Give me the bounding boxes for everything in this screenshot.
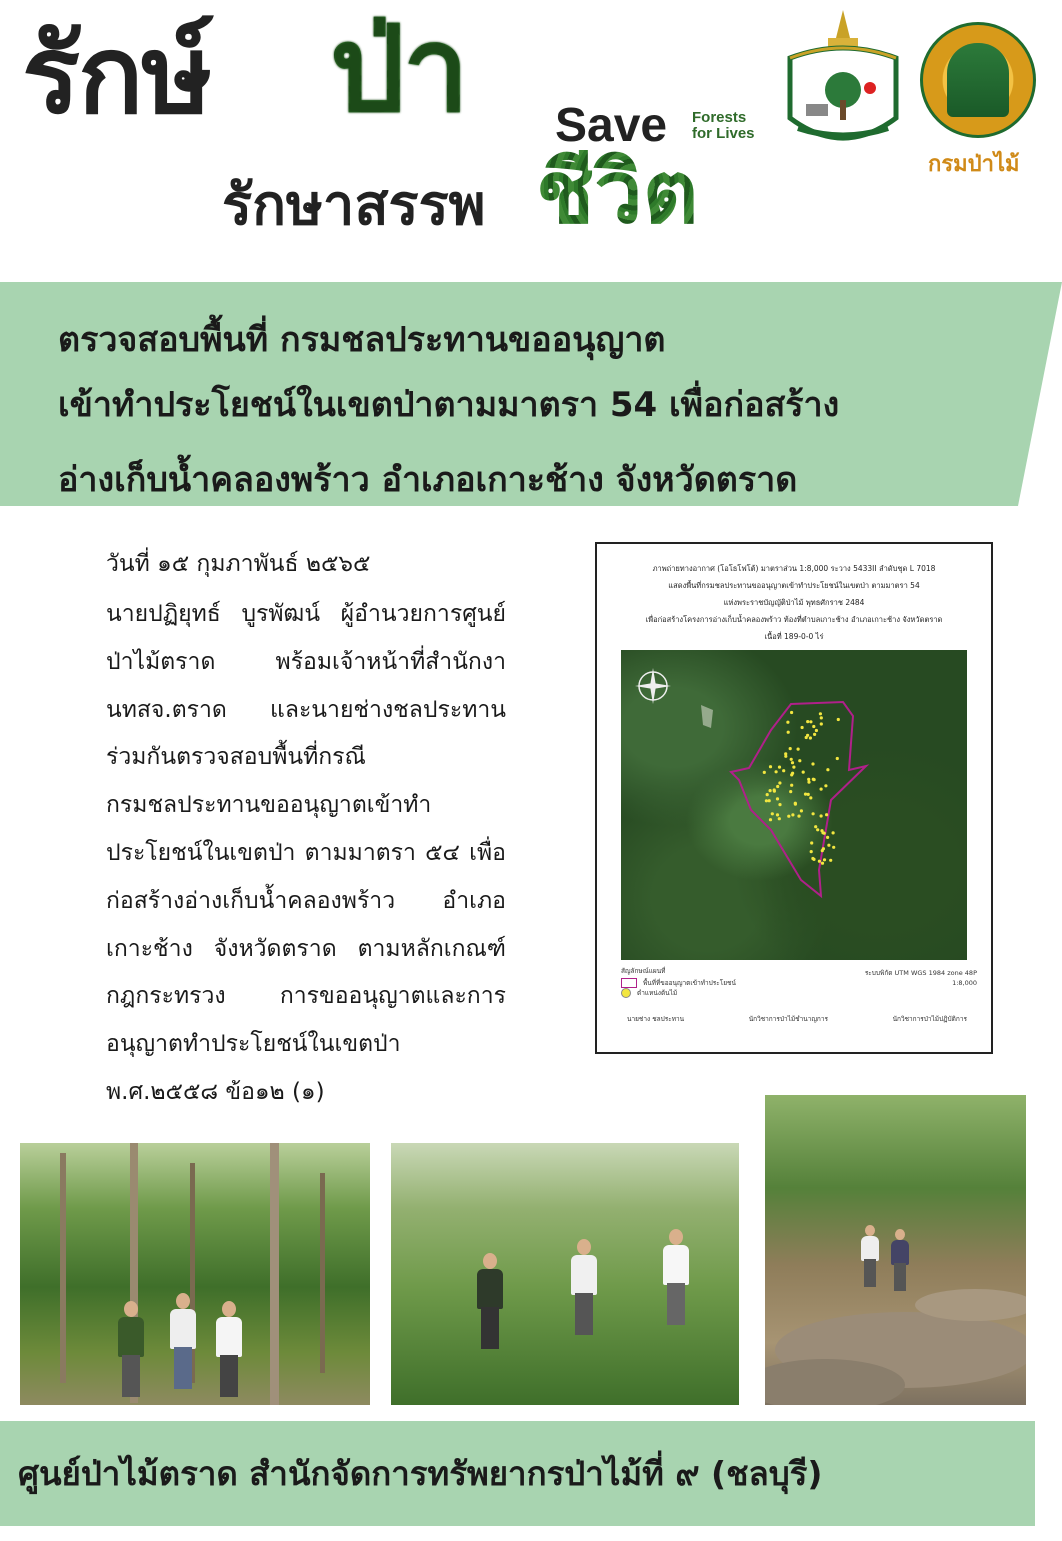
tree-point — [782, 769, 785, 772]
tree-point — [794, 803, 797, 806]
map-header — [597, 560, 991, 645]
person-officer — [118, 1301, 144, 1397]
tree-point — [798, 759, 801, 762]
tree-point — [820, 722, 823, 725]
article-text — [106, 545, 506, 1117]
legend-point-label: ตำแหน่งต้นไม้ — [637, 989, 678, 997]
photo-forest-inspection — [20, 1143, 370, 1405]
tree-point — [812, 812, 815, 815]
tree-point — [769, 789, 772, 792]
tree-point — [787, 815, 790, 818]
tree-point — [789, 790, 792, 793]
logo-word-chiwit: ชีวิต — [536, 143, 699, 243]
tree-point — [790, 711, 793, 714]
tree-point — [815, 729, 818, 732]
map-header-line-4: เพื่อก่อสร้างโครงการอ่างเก็บน้ำคลองพร้าว ท้องที่ตำบลเกาะช้าง อำเภอเกาะช้าง จังหวัดตราด — [645, 615, 943, 624]
permit-area-boundary — [731, 702, 866, 896]
tree-point — [778, 803, 781, 806]
legend-point-swatch — [621, 988, 631, 998]
tree-point — [789, 747, 792, 750]
tree-point — [778, 817, 781, 820]
tree-point — [811, 762, 814, 765]
tree-point — [810, 850, 813, 853]
tree-point — [776, 813, 779, 816]
tree-point — [813, 733, 816, 736]
signature-3: นักวิชาการป่าไม้ปฏิบัติการ — [892, 1015, 967, 1023]
tree-point — [820, 716, 823, 719]
logo-word-rak: รักษ์ — [22, 13, 211, 138]
map-header-line-3: แห่งพระราชบัญญัติป่าไม้ พุทธศักราช 2484 — [723, 598, 865, 607]
person-walker-1 — [861, 1225, 879, 1285]
tree-point — [790, 784, 793, 787]
tree-point — [776, 797, 779, 800]
tree-point — [823, 858, 826, 861]
person-walker-2 — [891, 1229, 909, 1289]
tree-point — [791, 761, 794, 764]
legend-title: สัญลักษณ์แผนที่ — [621, 967, 666, 975]
tree-point — [820, 814, 823, 817]
for-lives-line: for Lives — [692, 125, 755, 142]
map-header-line-5: เนื้อที่ 189-0-0 ไร่ — [764, 632, 824, 641]
tree-point — [784, 755, 787, 758]
tree-point — [832, 831, 835, 834]
tree-point — [809, 736, 812, 739]
legend-area-swatch — [621, 978, 637, 988]
tree-point — [763, 771, 766, 774]
tree-point — [826, 836, 829, 839]
signature-1: นายช่าง ชลประทาน — [627, 1015, 685, 1023]
tree-point — [778, 781, 781, 784]
tree-point — [832, 846, 835, 849]
tree-point — [809, 720, 812, 723]
tree-point — [821, 862, 824, 865]
tree-point — [818, 860, 821, 863]
tree-point — [769, 765, 772, 768]
title-band — [0, 282, 1062, 506]
tree-point — [806, 720, 809, 723]
tree-point — [816, 828, 819, 831]
tree-point — [773, 788, 776, 791]
forest-dept-emblem-icon — [920, 22, 1036, 138]
person-inspector-1 — [170, 1293, 196, 1389]
footer-band — [0, 1421, 1035, 1526]
footer-organization: ศูนย์ป่าไม้ตราด สำนักจัดการทรัพยากรป่าไม้ที่ ๙ (ชลบุรี) — [18, 1454, 823, 1493]
tree-point — [791, 813, 794, 816]
photo-grassland-inspection — [391, 1143, 739, 1405]
logo-word-pa: ป่า — [330, 0, 468, 138]
tree-point — [778, 766, 781, 769]
headline-line-3: อ่างเก็บน้ำคลองพร้าว อำเภอเกาะช้าง จังหวัดตราด — [58, 460, 798, 500]
map-scale: 1:8,000 — [952, 979, 977, 987]
headline-line-1: ตรวจสอบพื้นที่ กรมชลประทานขออนุญาต — [58, 320, 666, 360]
tree-points — [763, 711, 840, 865]
tree-point — [805, 736, 808, 739]
compass-icon — [635, 668, 671, 704]
tree-point — [797, 748, 800, 751]
tree-point — [792, 766, 795, 769]
tree-point — [823, 832, 826, 835]
project-map — [595, 542, 993, 1054]
tree-point — [765, 799, 768, 802]
tree-point — [820, 829, 823, 832]
tree-point — [768, 799, 771, 802]
tree-point — [790, 758, 793, 761]
header-banner — [0, 0, 1062, 265]
legend-area-label: พื้นที่ที่ขออนุญาตเข้าทำประโยชน์ — [643, 979, 736, 987]
tree-point — [775, 770, 778, 773]
tree-point — [819, 712, 822, 715]
forests-for-lives — [692, 110, 755, 142]
tree-point — [797, 815, 800, 818]
department-name: กรมป่าไม้ — [928, 152, 1020, 177]
tree-point — [825, 813, 828, 816]
tree-point — [801, 726, 804, 729]
article-date: วันที่ ๑๕ กุมภาพันธ์ ๒๕๖๕ — [106, 551, 371, 577]
tree-point — [824, 784, 827, 787]
person-engineer — [663, 1229, 693, 1339]
person-clipboard — [571, 1239, 597, 1335]
tree-point — [812, 858, 815, 861]
tree-point — [837, 718, 840, 721]
person-inspector-2 — [216, 1301, 242, 1397]
map-signatures — [627, 1014, 967, 1024]
person-ranger — [477, 1253, 503, 1349]
logo-subtitle: รักษาสรรพ — [222, 173, 486, 238]
tree-point — [820, 788, 823, 791]
tree-point — [810, 841, 813, 844]
photo-streambed — [765, 1095, 1026, 1405]
map-header-line-2: แสดงพื้นที่กรมชลประทานขออนุญาตเข้าทำประโยชน์ในเขตป่า ตามมาตรา 54 — [668, 581, 920, 590]
tree-point — [769, 818, 772, 821]
tree-point — [807, 778, 810, 781]
tree-point — [822, 847, 825, 850]
tree-point — [809, 796, 812, 799]
tree-point — [827, 844, 830, 847]
tree-point — [814, 825, 817, 828]
tree-point — [771, 812, 774, 815]
tree-point — [804, 793, 807, 796]
tree-point — [800, 809, 803, 812]
tree-point — [826, 768, 829, 771]
tree-point — [807, 781, 810, 784]
save-label: Save — [555, 99, 668, 152]
tree-point — [776, 785, 779, 788]
aerial-photo — [621, 650, 967, 960]
coord-system: ระบบพิกัด UTM WGS 1984 zone 48P — [864, 969, 977, 977]
tree-point — [791, 772, 794, 775]
ministry-emblem-icon — [778, 8, 908, 168]
headline-line-2: เข้าทำประโยชน์ในเขตป่าตามมาตรา 54 เพื่อก่อสร้าง — [58, 385, 840, 425]
article-body: นายปฏิยุทธ์ บูรพัฒน์ ผู้อำนวยการศูนย์ป่าไม้ตราด พร้อมเจ้าหน้าที่สำนักงานทสจ.ตราด และนายช่างชลประทาน ร่วมกันตรวจสอบพื้นที่กรณีกรมชลประทานขออนุญาตเข้าทำประโยชน์ในเขตป่า ตามมาตรา ๕๔ เพื่อก่อสร้างอ่างเก็บน้ำคลองพร้าว อำเภอเกาะช้าง จังหวัดตราด ตามหลักเกณฑ์กฎกระทรวง การขออนุญาตและการอนุญาตทำประโยชน์ในเขตป่า พ.ศ.๒๕๕๘ ข้อ๑๒ (๑) — [106, 601, 506, 1105]
map-legend — [621, 966, 736, 998]
tree-point — [807, 793, 810, 796]
tree-point — [802, 771, 805, 774]
tree-point — [836, 757, 839, 760]
forests-line: Forests — [692, 109, 747, 126]
tree-point — [812, 725, 815, 728]
tree-point — [786, 721, 789, 724]
tree-point — [787, 731, 790, 734]
tree-point — [766, 793, 769, 796]
map-projection — [847, 968, 977, 988]
map-header-line-1: ภาพถ่ายทางอากาศ (โอโธโฟโต้) มาตราส่วน 1:8,000 ระวาง 5433II ลำดับชุด L 7018 — [652, 564, 936, 573]
signature-2: นักวิชาการป่าไม้ชำนาญการ — [748, 1015, 828, 1023]
tree-point — [812, 778, 815, 781]
tree-point — [829, 859, 832, 862]
